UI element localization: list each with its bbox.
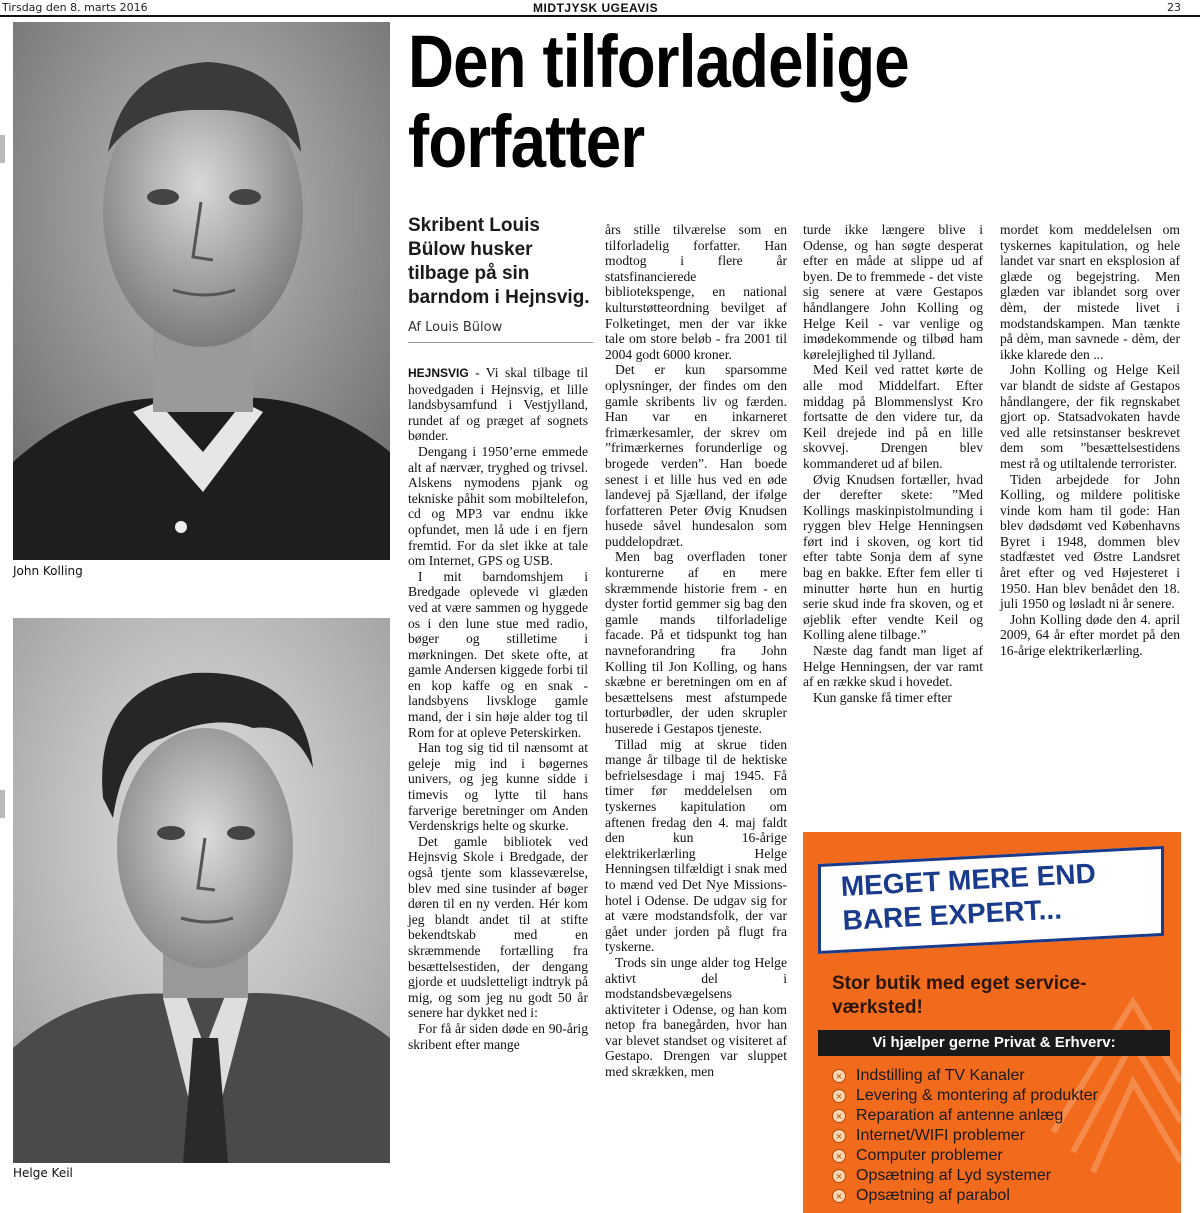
bullet-icon	[832, 1189, 846, 1203]
article-paragraph: Øvig Knudsen fortæller, hvad der derefter skete: ”Med Kollings maskinpistolmunding i ryggen blev Helge Henningsen ført ind i skoven, og kort tid efter tabte Sonja dem af syne bag en bakke. Efter fem eller ti minutter hørte hun en hurtig serie skud inde fra skoven, og et øjeblik efter vendte Keil og Kolling alene tilbage.”	[803, 471, 983, 643]
article-paragraph: HEJNSVIG - Vi skal tilbage til hovedgaden i Hejnsvig, et lille landsbysamfund i Vestjylland, rundet af og præget af sognets bønder.	[408, 365, 588, 444]
bullet-icon	[832, 1149, 846, 1163]
article-paragraph: års stille tilværelse som en tilforladelig forfatter. Han modtog i flere år statsfinancierede bibliotekspenge, en national kulturstøtteordning bevilget af Folketinget, men der var ikke tale om store beløb - fra 2001 til 2004 godt 6000 kroner.	[605, 222, 787, 362]
byline-rule	[408, 342, 593, 343]
bullet-icon	[832, 1129, 846, 1143]
ad-subheadline: Stor butik med eget service-værksted!	[832, 973, 1087, 1018]
article-subhead: Skribent Louis Bülow husker tilbage på sin barndom i Hejnsvig.	[408, 215, 590, 308]
bullet-icon	[832, 1069, 846, 1083]
ad-service-item: × Computer problemer	[832, 1146, 1172, 1166]
article-paragraph: Dengang i 1950’erne emmede alt af nærvær, tryghed og trivsel. Alskens nymodens pjank og tekniske påhit som mobiltelefon, cd og MP3 var endnu ikke opfundet, men lå ude i en fjern fremtid. For da slet ikke at tale om Internet, GPS og USB.	[408, 443, 588, 569]
article-paragraph: I mit barndomshjem i Bredgade oplevede vi glæden ved at være sammen og hyggede os i den lune stue med radio, bøger og stilletime i mørkningen. Det skete ofte, at gamle Andersen kiggede forbi til en kop kaffe og en snak - landsbyens livskloge gamle mand, der i sin høje alder tog til Rom for at opleve Peterskirken.	[408, 568, 588, 740]
header-date: Tirsdag den 8. marts 2016	[2, 1, 148, 14]
article-column-2	[605, 222, 787, 1080]
article-paragraph: Det er kun sparsomme oplysninger, der findes om den gamle skribents liv og færden. Han var en inkarneret frimærkesamler, der skrev om ”frimærkernes forunderlige og brogede verden”. Han boede senest i et lille hus ved en øde landevej på Sjælland, der ifølge forfatteren Peter Øvig Knudsen husede såvel hundesalon som puddelopdræt.	[605, 362, 787, 549]
ad-service-item: × Internet/WIFI problemer	[832, 1126, 1172, 1146]
article-column-4	[1000, 222, 1180, 659]
article-paragraph: Tillad mig at skrue tiden mange år tilbage til de hektiske befrielsesdage i maj 1945. Få timer før meddelelsen om tyskernes kapitulation om aftenen fredag den 4. maj faldt den kun 16-årige elektrikerlærling Helge Henningsen tilfældigt i snak med to mænd ved Det Nye Missions-hotel i Odense. De udgav sig for at være modstandsfolk, der var gået under jorden på flugt fra tyskerne.	[605, 736, 787, 955]
photo-caption: John Kolling	[13, 564, 83, 578]
ad-service-item: × Opsætning af parabol	[832, 1186, 1172, 1206]
dateline: HEJNSVIG	[408, 366, 469, 380]
article-paragraph: Men bag overfladen toner konturerne af en mere skræmmende historie frem - en dyster fortid gemmer sig bag den gamle mands tilforladelige facade. På et tidspunkt tog han navneforandring fra John Kolling til Jon Kolling, og hans skæbne er beretningen om en af besættelsens mest afstumpede torturbødler, der uden skrupler huserede i Gestapos tjeneste.	[605, 549, 787, 736]
article-paragraph: Det gamle bibliotek ved Hejnsvig Skole i Bredgade, der også tjente som klasseværelse, blev med sine tusinder af bøger døren til en ny verden. Hér kom jeg blandt andet til at stifte bekendtskab med en skræmmende fortælling fra besættelsestiden, der dengang gjorde et uudsletteligt indtryk på mig, og som jeg nu godt 50 år senere har dykket ned i:	[408, 833, 588, 1021]
ad-service-item: × Reparation af antenne anlæg	[832, 1106, 1172, 1126]
article-paragraph: Tiden arbejdede for John Kolling, og mildere politiske vinde kom ham til gode: Han blev dødsdømt ved Københavns Byret i 1948, dommen blev stadfæstet ved Østre Landsret året efter og ved Højesteret i 1950. Han blev benådet den 18. juli 1950 og løsladt ni år senere.	[1000, 471, 1180, 612]
article-column-1	[408, 365, 588, 1052]
page-number: 23	[1167, 1, 1181, 14]
article-paragraph: Han tog sig tid til nænsomt at geleje mig ind i bøgernes univers, og jeg kunne sidde i timevis og lytte til hans farverige beretninger om Anden Verdenskrigs helte og skurke.	[408, 740, 588, 834]
article-paragraph: Kun ganske få timer efter	[813, 689, 952, 705]
photo-helge-keil	[13, 618, 390, 1163]
portrait-image	[13, 618, 390, 1163]
article-paragraph: turde ikke længere blive i Odense, og han søgte desperat efter en måde at slippe ud af byen. De to fremmede - det viste sig senere at være Gestapos håndlangere John Kolling og Helge Keil - var venlige og imødekommende og tilbød ham kørelejlighed til Jylland.	[803, 222, 983, 362]
ad-service-item: × Levering & montering af produkter	[832, 1086, 1172, 1106]
article-paragraph: For få år siden døde en 90-årig skribent efter mange	[408, 1020, 588, 1052]
bullet-icon	[832, 1169, 846, 1183]
article-paragraph: Næste dag fandt man liget af Helge Henningsen, der var ramt af en række skud i hovedet.	[803, 643, 983, 690]
header-rule	[0, 15, 1200, 17]
ad-headline: MEGET MERE END BARE EXPERT...	[840, 857, 1097, 936]
article-paragraph: Trods sin unge alder tog Helge aktivt del i modstandsbevægelsens aktiviteter i Odense, og han kom netop fra banegården, hvor han var blevet standset og visiteret af Gestapo. Drengen var sluppet med skrækken, men	[605, 954, 787, 1080]
newspaper-name: MIDTJYSK UGEAVIS	[533, 1, 659, 15]
photo-caption: Helge Keil	[13, 1166, 73, 1180]
article-paragraph: John Kolling døde den 4. april 2009, 64 år efter mordet på den 16-årige elektrikerlærling.	[1000, 611, 1180, 659]
ad-service-item: × Indstilling af TV Kanaler	[832, 1066, 1172, 1086]
side-marker	[0, 135, 5, 163]
photo-john-kolling	[13, 22, 390, 560]
article-paragraph: mordet kom meddelelsen om tyskernes kapitulation, og hele landet var snart en eksplosion af glæde og begejstring. Men glæden var iblandet sorg over dèm, der mistede livet i modstandskampen. Man tænkte på dèm, man savnede - dèm, der ikke klarede den ...	[1000, 222, 1180, 362]
article-paragraph: John Kolling og Helge Keil var blandt de sidste af Gestapos håndlangere, der fik regnskabet gjort op. Statsadvokaten havde ved alle retsinstanser beskrevet dem som ”besættelsestidens mest rå og utiltalende terrorister.	[1000, 362, 1180, 471]
side-marker	[0, 790, 5, 818]
bullet-icon	[832, 1109, 846, 1123]
article-byline: Af Louis Bülow	[408, 320, 503, 335]
article-paragraph: Med Keil ved rattet kørte de alle mod Middelfart. Efter middag på Blommenslyst Kro fortsatte de den videre tur, da Keil drejede ind på en lille skovvej. Drengen blev kommanderet ud af bilen.	[803, 362, 983, 471]
bullet-icon	[832, 1089, 846, 1103]
article-column-3	[803, 222, 983, 705]
ad-services-list	[832, 1066, 1172, 1206]
ad-service-item: × Opsætning af Lyd systemer	[832, 1166, 1172, 1186]
ad-services-bar: Vi hjælper gerne Privat & Erhverv:	[818, 1030, 1170, 1056]
article-headline: Den tilforladelige forfatter	[408, 20, 909, 183]
portrait-image	[13, 22, 390, 560]
